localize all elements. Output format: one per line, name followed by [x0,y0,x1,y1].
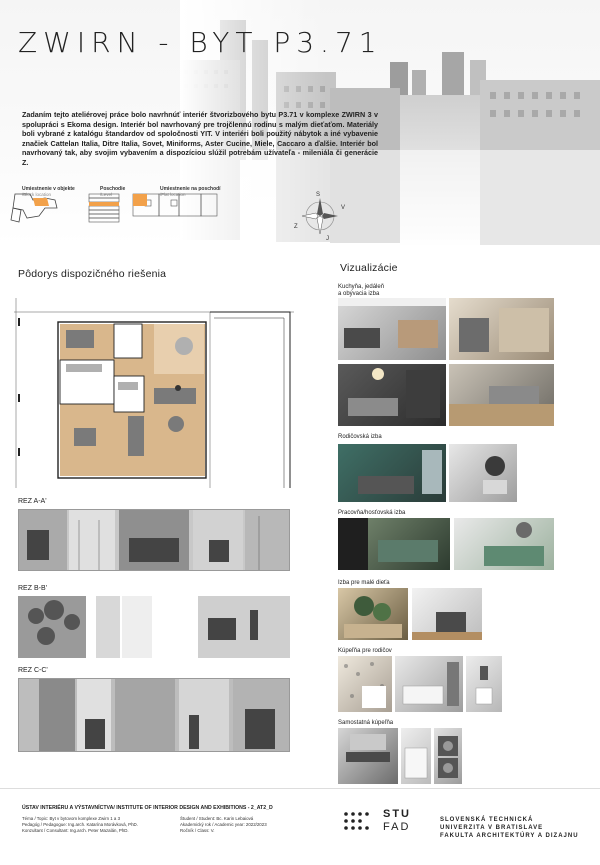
level-location [100,186,125,197]
flat-location [160,186,221,197]
floor-plan [14,298,294,488]
viz-study-photo-2 [454,518,554,570]
section-c-label: REZ C-C' [18,667,48,674]
year-line: Akademický rok / Academic year: 2022/2023 [180,822,267,827]
topic-line: Téma / Topic: Byt v bytovom komplexe Zwirn 1 a 3 [22,816,121,821]
compass-w: Z [294,224,298,230]
viz-kitchen-photo-1 [338,298,446,360]
section-a-render [19,510,290,571]
university-line-2: UNIVERZITA V BRATISLAVE [440,825,544,832]
viz-separate-bath-photo-1 [338,728,398,784]
viz-parents-bath-photo-1 [338,656,392,712]
compass-s: J [326,236,329,242]
stu-fad-logo [343,808,411,838]
stu-dots-icon [343,811,373,833]
teacher-line: Pedagóg / Pedagogue: Ing.arch. Katarína Morávková, PhD. [22,822,138,827]
section-c-render [19,679,290,752]
university-line-1: SLOVENSKÁ TECHNICKÁ [440,817,534,823]
logo-fad-text: FAD [383,821,411,833]
viz-study-photo-1 [338,518,450,570]
student-line: Študent / Student: Bc. Karin Lebaiová [180,816,254,821]
viz-parents-bath-photo-2 [395,656,463,712]
page-title: ZWIRN - BYT P3.71 [18,26,383,59]
viz-parents-bath-label: Kúpeľňa pre rodičov [338,648,392,654]
viz-separate-bath-label: Samostatná kúpeľňa [338,720,394,726]
compass-icon [290,188,350,245]
block-location [22,186,75,197]
viz-child-room-label: Izba pre malé dieťa [338,580,390,586]
section-b-label: REZ B-B' [18,585,47,592]
class-line: Ročník / Class: V. [180,828,215,833]
level-location-sub: /Level [100,192,113,197]
visualizations-title: Vizualizácie [340,262,398,274]
viz-parents-bath-photo-3 [466,656,502,712]
consultant-line: Konzultant / Consultant: Ing.arch. Peter Mazalán, PhD. [22,828,129,833]
plan-title: Pôdorys dispozičného riešenia [18,268,167,280]
flat-location-label: Umiestnenie na poschodí [160,186,221,192]
section-a-label: REZ A-A' [18,498,47,505]
university-line-3: FAKULTA ARCHITEKTÚRY A DIZAJNU [440,833,579,840]
header-skyline [0,0,600,245]
viz-study-label: Pracovňa/hosťovská izba [338,510,406,516]
viz-living-photo-2 [449,364,554,426]
viz-kitchen-photo-2 [449,298,554,360]
viz-kitchen-label: Kuchyňa, jedáleň a obývacia izba [338,284,385,297]
block-location-sub: /Block location [22,192,52,197]
block-location-label: Umiestnenie v objekte [22,186,75,192]
viz-living-photo-1 [338,364,446,426]
compass-e: V [341,205,346,211]
level-location-label: Poschodie [100,186,126,192]
viz-separate-bath-photo-3 [434,728,462,784]
logo-stu-text: STU [383,808,411,820]
footer [0,788,600,865]
university-name [440,816,579,841]
section-b-drawing [18,596,290,658]
compass-n: S [316,192,321,198]
intro-paragraph: Zadaním tejto ateliérovej práce bolo navrhnúť interiér štvorizbového bytu P3.71 v komplexe ZWIRN 3 v spolupráci s Ekoma design. Interiér bol navrhovaný pre trojčlennú rodinu s malým dieťaťom. Materiály boli vybrané z katalógu štandardov od spoločnosti YIT. V interiéri boli použitý nábytok a iné vybavenie značiek Cattelan Italia, Ditre Italia, Sovet, Miniforms, Aster Cucine, Miele, Caccaro a ďalšie. Interiér bol navrhovaný tak, aby svojim vybavením a dispozíciou slúžil potrebám užívateľa - mileniála či generácie Z. [22,110,378,167]
viz-parents-room-photo-1 [338,444,446,502]
section-b-render [18,596,290,658]
viz-separate-bath-photo-2 [401,728,431,784]
flat-location-diagram [131,186,221,222]
institute-line: ÚSTAV INTERIÉRU A VÝSTAVNÍCTVA/ INSTITUTE OF INTERIOR DESIGN AND EXHIBITIONS - 2_AT2_D [22,805,273,811]
viz-parents-room-label: Rodičovská izba [338,434,382,440]
block-location-diagram [5,186,75,226]
viz-child-room-photo-1 [338,588,408,640]
section-a-drawing [18,509,290,571]
level-diagram [85,186,125,232]
viz-parents-room-photo-2 [449,444,517,502]
viz-child-room-photo-2 [412,588,482,640]
section-c-drawing [18,678,290,752]
flat-location-sub: /Flat location [160,192,186,197]
